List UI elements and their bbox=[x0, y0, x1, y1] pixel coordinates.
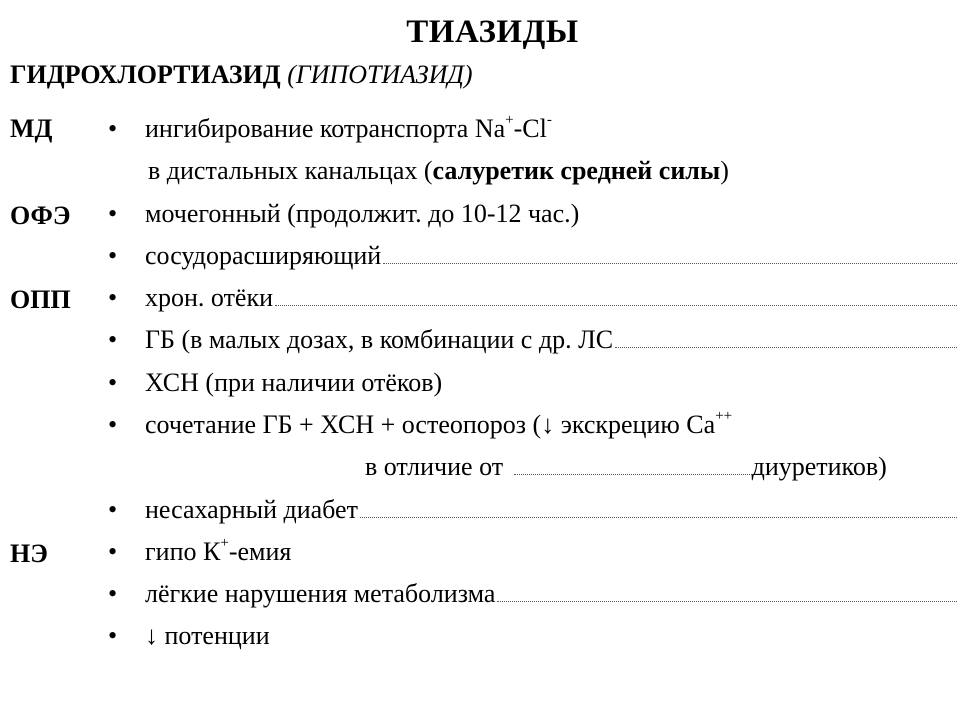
blank-line bbox=[497, 579, 957, 602]
list-item-opp-3: ХСН (при наличии отёков) bbox=[145, 368, 443, 397]
blank-line bbox=[360, 495, 957, 518]
list-item-md-1-continuation: в дистальных канальцах (салуретик средней силы) bbox=[148, 156, 729, 185]
bullet-icon: • bbox=[108, 283, 118, 312]
bullet-icon: • bbox=[108, 621, 118, 650]
bullet-icon: • bbox=[108, 368, 118, 397]
drug-name: ГИДРОХЛОРТИАЗИД bbox=[10, 60, 281, 89]
label-md: МД bbox=[10, 114, 53, 143]
bullet-icon: • bbox=[108, 579, 118, 608]
bullet-icon: • bbox=[108, 495, 118, 524]
label-ofe: ОФЭ bbox=[10, 201, 71, 230]
list-item-ne-1: гипо К+-емия bbox=[145, 535, 292, 566]
blank-line bbox=[275, 283, 957, 306]
list-item-md-1: ингибирование котранспорта Na+-Cl- bbox=[145, 112, 552, 143]
page-title: ТИАЗИДЫ bbox=[406, 14, 579, 50]
list-item-opp-1: хрон. отёки bbox=[145, 282, 957, 314]
list-item-opp-4: сочетание ГБ + ХСН + остеопороз (↓ экскрецию Ca++ bbox=[145, 408, 733, 439]
list-item-ne-3: ↓ потенции bbox=[145, 621, 270, 650]
blank-line bbox=[615, 325, 957, 348]
list-item-opp-2: ГБ (в малых дозах, в комбинации с др. ЛС bbox=[145, 324, 957, 356]
list-item-opp-4-continuation: в отличие от диуретиков) bbox=[365, 452, 887, 481]
drug-heading bbox=[10, 59, 473, 91]
list-item-ofe-2: сосудорасширяющий bbox=[145, 240, 957, 272]
drug-alt-name: (ГИПОТИАЗИД) bbox=[287, 60, 473, 89]
list-item-ofe-1: мочегонный (продолжит. до 10-12 час.) bbox=[145, 199, 580, 228]
list-item-ne-2: лёгкие нарушения метаболизма bbox=[145, 578, 957, 610]
bullet-icon: • bbox=[108, 537, 118, 566]
label-ne: НЭ bbox=[10, 539, 48, 568]
bullet-icon: • bbox=[108, 410, 118, 439]
bullet-icon: • bbox=[108, 241, 118, 270]
blank-line bbox=[383, 241, 957, 264]
label-opp: ОПП bbox=[10, 285, 71, 314]
bullet-icon: • bbox=[108, 199, 118, 228]
bullet-icon: • bbox=[108, 114, 118, 143]
bullet-icon: • bbox=[108, 325, 118, 354]
blank-line bbox=[514, 452, 752, 475]
list-item-opp-5: несахарный диабет bbox=[145, 494, 957, 526]
